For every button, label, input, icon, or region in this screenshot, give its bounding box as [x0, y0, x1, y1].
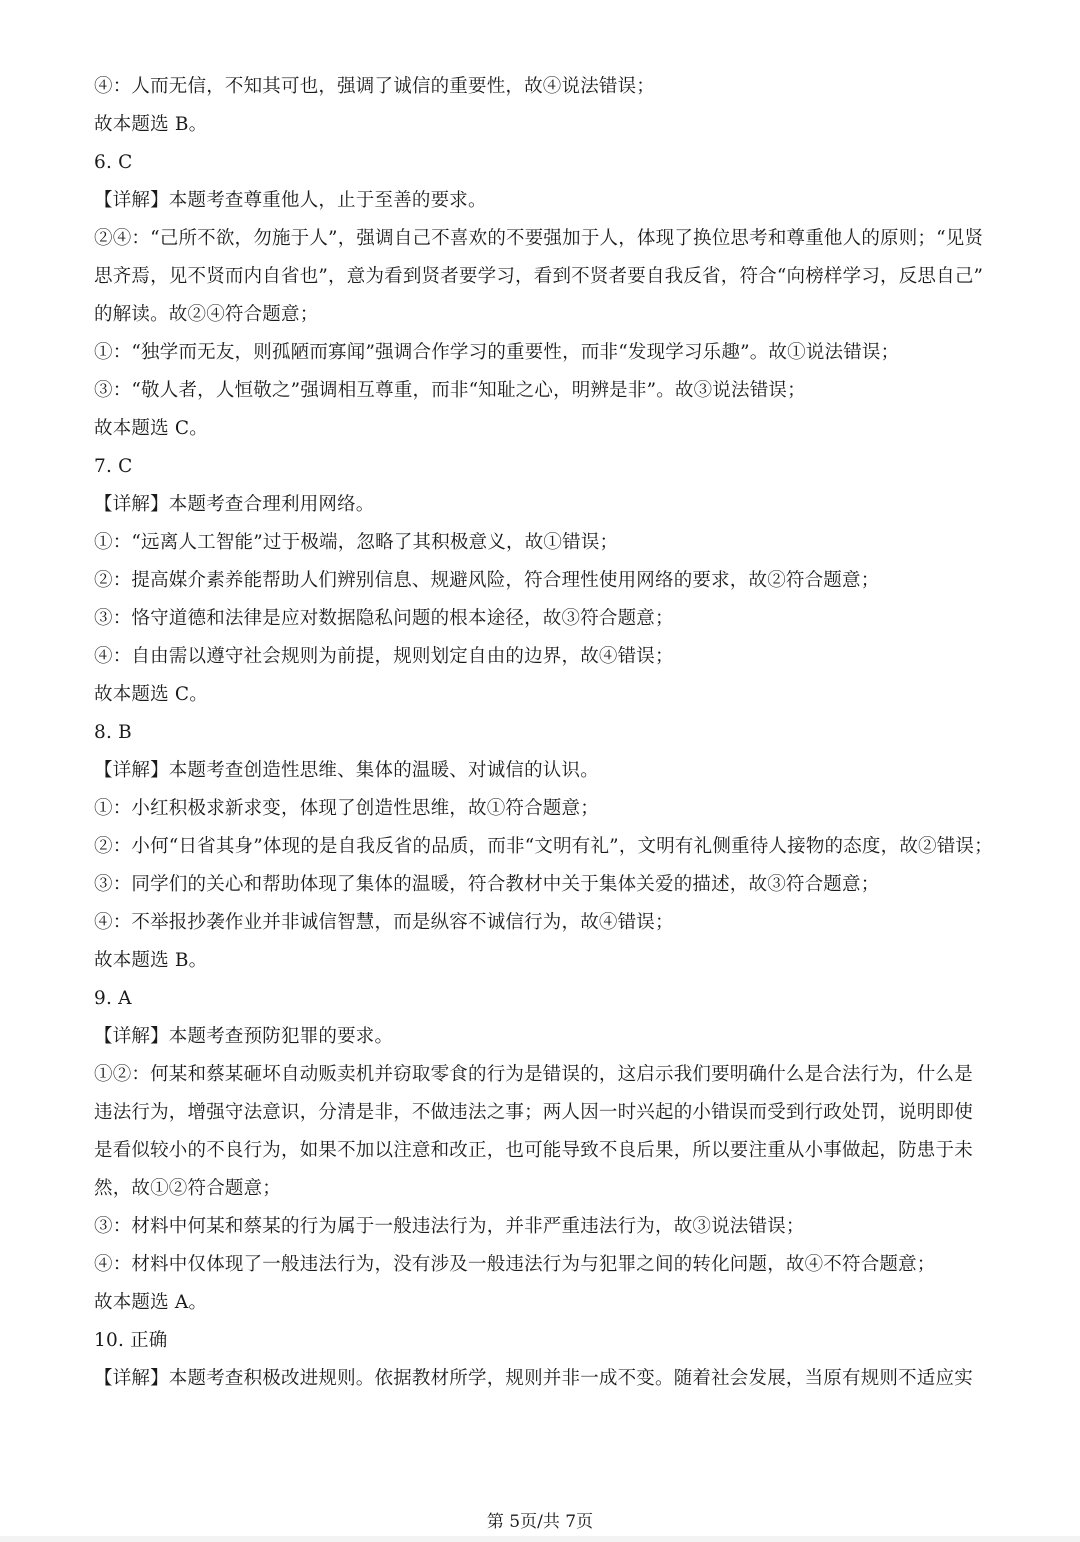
text-line: 【详解】本题考查合理利用网络。 — [94, 494, 375, 515]
text-line: 【详解】本题考查尊重他人，止于至善的要求。 — [94, 190, 487, 211]
text-line: ④：自由需以遵守社会规则为前提，规则划定自由的边界，故④错误； — [94, 646, 674, 667]
text-line: ②④：“己所不欲，勿施于人”，强调自己不喜欢的不要强加于人，体现了换位思考和尊重他人的原则；“见贤 — [94, 228, 984, 249]
text-line: ①：“远离人工智能”过于极端，忽略了其积极意义，故①错误； — [94, 532, 619, 553]
text-line: ①：“独学而无友，则孤陋而寡闻”强调合作学习的重要性，而非“发现学习乐趣”。故①说法错误； — [94, 342, 900, 363]
text-line: 故本题选 B。 — [94, 950, 208, 971]
text-line: ④：不举报抄袭作业并非诚信智慧，而是纵容不诚信行为，故④错误； — [94, 912, 674, 933]
text-line: 的解读。故②④符合题意； — [94, 304, 319, 325]
text-line: 然，故①②符合题意； — [94, 1178, 282, 1199]
question-number: 9. A — [94, 988, 132, 1009]
text-line: 【详解】本题考查创造性思维、集体的温暖、对诚信的认识。 — [94, 760, 599, 781]
answer-text-body — [94, 68, 994, 1398]
question-number: 6. C — [94, 152, 133, 173]
text-line: 故本题选 C。 — [94, 684, 208, 705]
text-line: 【详解】本题考查积极改进规则。依据教材所学，规则并非一成不变。随着社会发展，当原有规则不适应实 — [94, 1368, 973, 1389]
page-number-footer: 第 5页/共 7页 — [486, 1512, 594, 1532]
question-number: 10. 正确 — [94, 1330, 168, 1351]
text-line: 思齐焉，见不贤而内自省也”，意为看到贤者要学习，看到不贤者要自我反省，符合“向榜样学习，反思自己” — [94, 266, 984, 287]
text-line: 故本题选 A。 — [94, 1292, 208, 1313]
text-line: ①②：何某和蔡某砸坏自动贩卖机并窃取零食的行为是错误的，这启示我们要明确什么是合法行为，什么是 — [94, 1064, 973, 1085]
text-line: ④：人而无信，不知其可也，强调了诚信的重要性，故④说法错误； — [94, 76, 656, 97]
text-line: ①：小红积极求新求变，体现了创造性思维，故①符合题意； — [94, 798, 599, 819]
text-line: 故本题选 B。 — [94, 114, 208, 135]
text-line: 【详解】本题考查预防犯罪的要求。 — [94, 1026, 394, 1047]
text-line: ③：材料中何某和蔡某的行为属于一般违法行为，并非严重违法行为，故③说法错误； — [94, 1216, 805, 1237]
text-line: 违法行为，增强守法意识，分清是非，不做违法之事；两人因一时兴起的小错误而受到行政处罚，说明即使 — [94, 1102, 973, 1123]
text-line: ③：“敬人者，人恒敬之”强调相互尊重，而非“知耻之心，明辨是非”。故③说法错误； — [94, 380, 806, 401]
page-bottom-divider — [0, 1536, 1080, 1542]
text-line: ②：小何“日省其身”体现的是自我反省的品质，而非“文明有礼”，文明有礼侧重待人接物的态度，故②错误； — [94, 836, 993, 857]
text-line: ④：材料中仅体现了一般违法行为，没有涉及一般违法行为与犯罪之间的转化问题，故④不符合题意； — [94, 1254, 936, 1275]
text-line: ②：提高媒介素养能帮助人们辨别信息、规避风险，符合理性使用网络的要求，故②符合题意； — [94, 570, 880, 591]
question-number: 8. B — [94, 722, 132, 743]
text-line: ③：同学们的关心和帮助体现了集体的温暖，符合教材中关于集体关爱的描述，故③符合题意； — [94, 874, 880, 895]
text-line: 是看似较小的不良行为，如果不加以注意和改正，也可能导致不良后果，所以要注重从小事做起，防患于未 — [94, 1140, 973, 1161]
text-line: 故本题选 C。 — [94, 418, 208, 439]
text-line: ③：恪守道德和法律是应对数据隐私问题的根本途径，故③符合题意； — [94, 608, 674, 629]
question-number: 7. C — [94, 456, 133, 477]
